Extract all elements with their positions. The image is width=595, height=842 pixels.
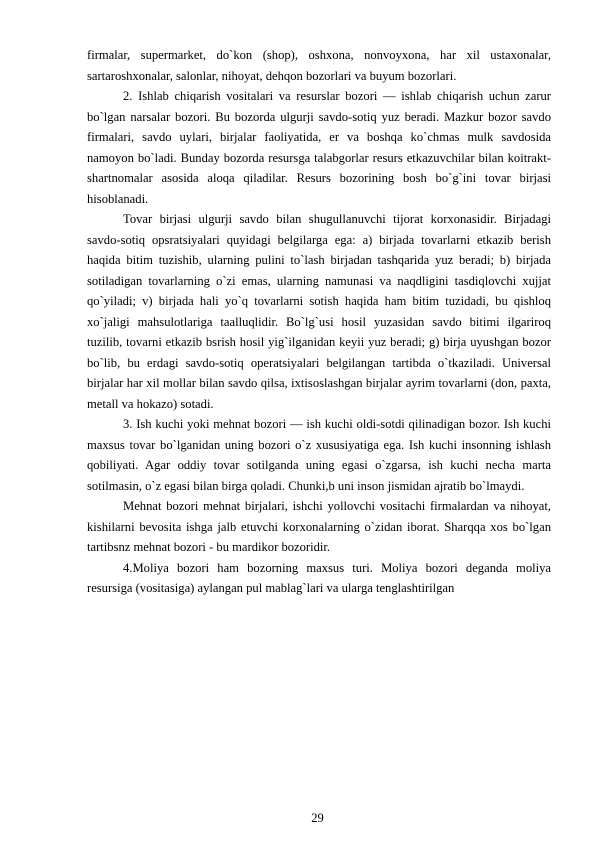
paragraph-6: 4.Moliya bozori ham bozorning maxsus turi. Moliya bozori deganda moliya resursiga (vositasiga) aylangan pul mablag`lari va ularga tenglashtirilgan bbox=[87, 560, 551, 595]
paragraph-3: Tovar birjasi ulgurji savdo bilan shugullanuvchi tijorat korxonasidir. Birjadagi savdo-sotiq opsratsiyalari quyidagi belgilarga ega: a) birjada tovarlarni etkazib berish haqida bitim tuzishib, ularning pulini to`lash birjadan tashqarida yuz beradi; b) birjada sotiladigan tovarlarning o`zi emas, ularning namunasi va naqdligini tasdiqlovchi xujjat qo`yiladi; v) birjada hali yo`q tovarlarni sotish haqida ham bitim tuzidadi, bu qishloq xo`jaligi mahsulotlariga taalluqlidir. Bo`lg`usi hosil yuzasidan savdo bitimi ilgariroq tuzilib, tovarni etkazib bsrish hosil yig`ilganidan keyii yuz beradi; g) birja uyushgan bozor bo`lib, bu erdagi savdo-sotiq operatsiyalari belgilangan tartibda o`tkaziladi. Universal birjalar har xil mollar bilan savdo qilsa, ixtisoslashgan birjalar ayrim tovarlarni (don, paxta, metall va hokazo) sotadi. bbox=[87, 212, 551, 411]
document-page bbox=[87, 45, 551, 599]
paragraph-4: 3. Ish kuchi yoki mehnat bozori — ish kuchi oldi-sotdi qilinadigan bozor. Ish kuchi maxsus tovar bo`lganidan uning bozori o`z xususiyatiga ega. Ish kuchi insonning ishlash qobiliyati. Agar oddiy tovar sotilganda uning egasi o`zgarsa, ish kuchi necha marta sotilmasin, o`z egasi bilan birga qoladi. Chunki,b uni inson jismidan ajratib bo`lmaydi. bbox=[87, 417, 551, 493]
paragraph-2: 2. Ishlab chiqarish vositalari va resurslar bozori — ishlab chiqarish uchun zarur bo`lgan narsalar bozori. Bu bozorda ulgurji savdo-sotiq yuz beradi. Mazkur bozor savdo firmalari, savdo uylari, birjalar faoliyatida, er va boshqa ko`chmas mulk savdosida namoyon bo`ladi. Bunday bozorda resursga talabgorlar resurs etkazuvchilar bilan koitrakt-shartnomalar asosida aloqa qiladilar. Resurs bozorining bosh bo`g`ini tovar birjasi hisoblanadi. bbox=[87, 89, 551, 206]
paragraph-1: firmalar, supermarket, do`kon (shop), oshxona, nonvoyxona, har xil ustaxonalar, sartaroshxonalar, salonlar, nihoyat, dehqon bozorlari va buyum bozorlari. bbox=[87, 48, 551, 83]
page-number: 29 bbox=[311, 811, 324, 825]
paragraph-5: Mehnat bozori mehnat birjalari, ishchi yollovchi vositachi firmalardan va nihoyat, kishilarni bevosita ishga jalb etuvchi korxonalarning o`zidan iborat. Sharqqa xos bo`lgan tartibsnz mehnat bozori - bu mardikor bozoridir. bbox=[87, 499, 551, 554]
